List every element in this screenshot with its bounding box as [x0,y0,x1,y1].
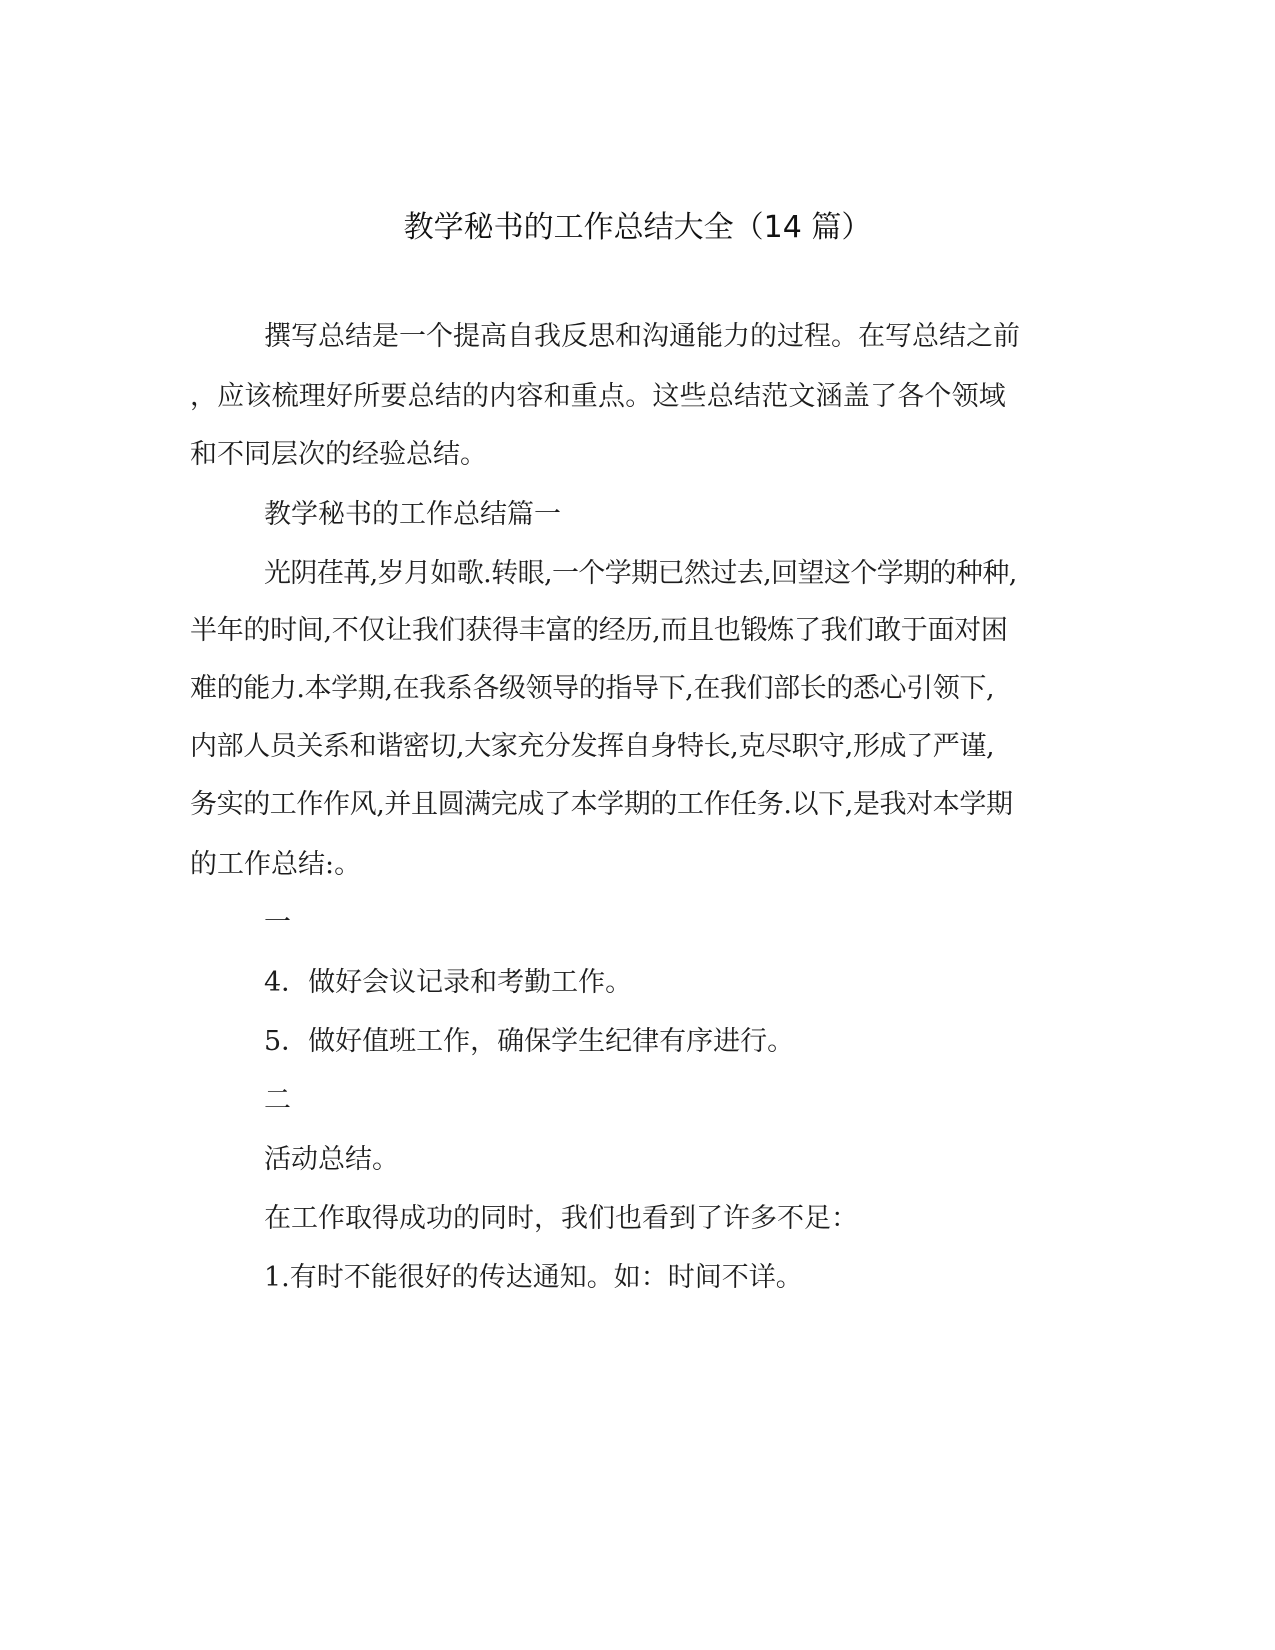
section-heading: 教学秘书的工作总结篇一 [264,499,561,530]
activity-summary: 活动总结。 [264,1144,399,1175]
part-one-marker: 一 [264,907,291,938]
paragraph-line-6: 的工作总结:。 [190,849,362,880]
shortcomings-intro: 在工作取得成功的同时，我们也看到了许多不足： [264,1203,858,1234]
intro-line-1: 撰写总结是一个提高自我反思和沟通能力的过程。在写总结之前 [264,321,1020,352]
list-item-4: 4．做好会议记录和考勤工作。 [264,967,633,998]
paragraph-line-2: 半年的时间,不仅让我们获得丰富的经历,而且也锻炼了我们敢于面对困 [190,615,1008,646]
shortcoming-item-1: 1.有时不能很好的传达通知。如：时间不详。 [264,1262,803,1293]
intro-line-3: 和不同层次的经验总结。 [190,439,487,470]
paragraph-line-4: 内部人员关系和谐密切,大家充分发挥自身特长,克尽职守,形成了严谨, [190,731,995,762]
list-item-5: 5．做好值班工作，确保学生纪律有序进行。 [264,1026,795,1057]
paragraph-line-5: 务实的工作作风,并且圆满完成了本学期的工作任务.以下,是我对本学期 [190,789,1013,820]
paragraph-line-1: 光阴荏苒,岁月如歌.转眼,一个学期已然过去,回望这个学期的种种, [264,558,1017,589]
part-two-marker: 二 [264,1085,291,1116]
intro-line-2: ，应该梳理好所要总结的内容和重点。这些总结范文涵盖了各个领域 [190,381,1006,412]
paragraph-line-3: 难的能力.本学期,在我系各级领导的指导下,在我们部长的悉心引领下, [190,673,995,704]
document-title: 教学秘书的工作总结大全（14 篇） [403,210,872,245]
